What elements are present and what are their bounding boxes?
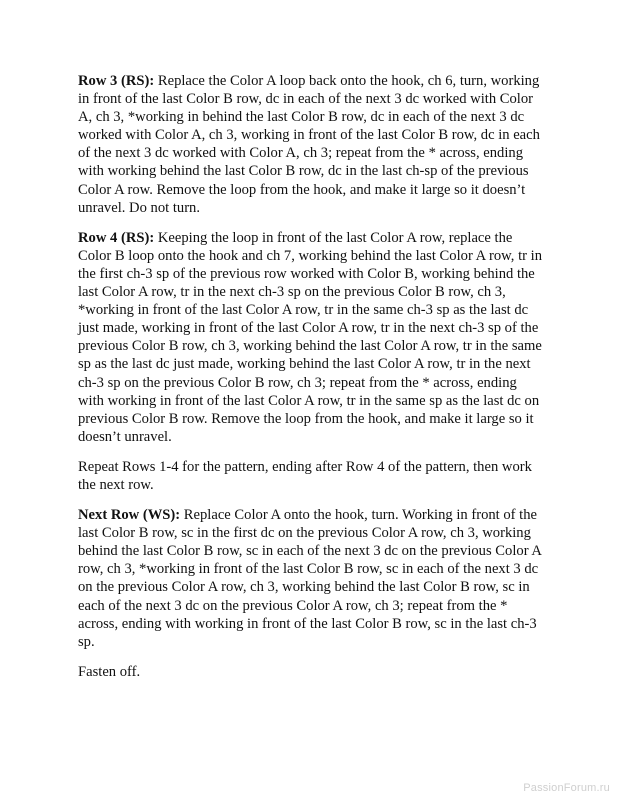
paragraph-repeat [78, 458, 546, 494]
paragraph-text: Replace the Color A loop back onto the hook, ch 6, turn, working in front of the last Color B row, dc in each of the next 3 dc worked with Color A, ch 3, *working in behind the last Color B row, dc in each of the next 3 dc worked with Color A, ch 3, working in front of the last Color B row, dc in each of the next 3 dc worked with Color A, ch 3; repeat from the * across, ending with working behind the last Color B row, dc in the last ch-sp of the previous Color A row. Remove the loop from the hook, and make it large so it doesn’t unravel. Do not turn. [78, 73, 540, 216]
paragraph-text: Repeat Rows 1-4 for the pattern, ending after Row 4 of the pattern, then work the next row. [78, 458, 532, 493]
paragraph-text: Replace Color A onto the hook, turn. Working in front of the last Color B row, sc in the first dc on the previous Color A row, ch 3, working behind the last Color B row, sc in each of the next 3 dc on the previous Color A row, ch 3, *working in front of the last Color B row, sc in each of the next 3 dc on the previous Color A row, ch 3, working behind the last Color B row, sc in each of the next 3 dc on the previous Color A row, ch 3; repeat from the * across, ending with working in front of the last Color B row, sc in the last ch-3 sp. [78, 507, 542, 650]
paragraph-next-row [78, 506, 546, 651]
paragraph-text: Keeping the loop in front of the last Color A row, replace the Color B loop onto the hook and ch 7, working behind the last Color A row, tr in the first ch-3 sp of the previous row worked with Color B, working behind the last Color A row, tr in the next ch-3 sp on the previous Color B row, ch 3, *working in front of the last Color A row, tr in the same ch-3 sp as the last dc just made, working in front of the last Color A row, tr in the next ch-3 sp of the previous Color B row, ch 3, working behind the last Color A row, tr in the same sp as the last dc just made, working behind the last Color A row, tr in the next ch-3 sp on the previous Color B row, ch 3; repeat from the * across, ending with working in front of the last Color A row, tr in the same sp as the last dc on previous Color B row. Remove the loop from the hook, and make it large so it doesn’t unravel. [78, 229, 542, 445]
paragraph-heading: Next Row (WS): [78, 507, 181, 524]
paragraph-row-4 [78, 229, 546, 446]
paragraph-row-3 [78, 72, 546, 217]
paragraph-heading: Row 3 (RS): [78, 73, 155, 89]
paragraph-text: Fasten off. [78, 663, 141, 680]
document-body [78, 72, 546, 693]
paragraph-heading: Row 4 (RS): [78, 229, 155, 246]
paragraph-fasten-off [78, 663, 546, 681]
watermark: PassionForum.ru [523, 782, 610, 794]
